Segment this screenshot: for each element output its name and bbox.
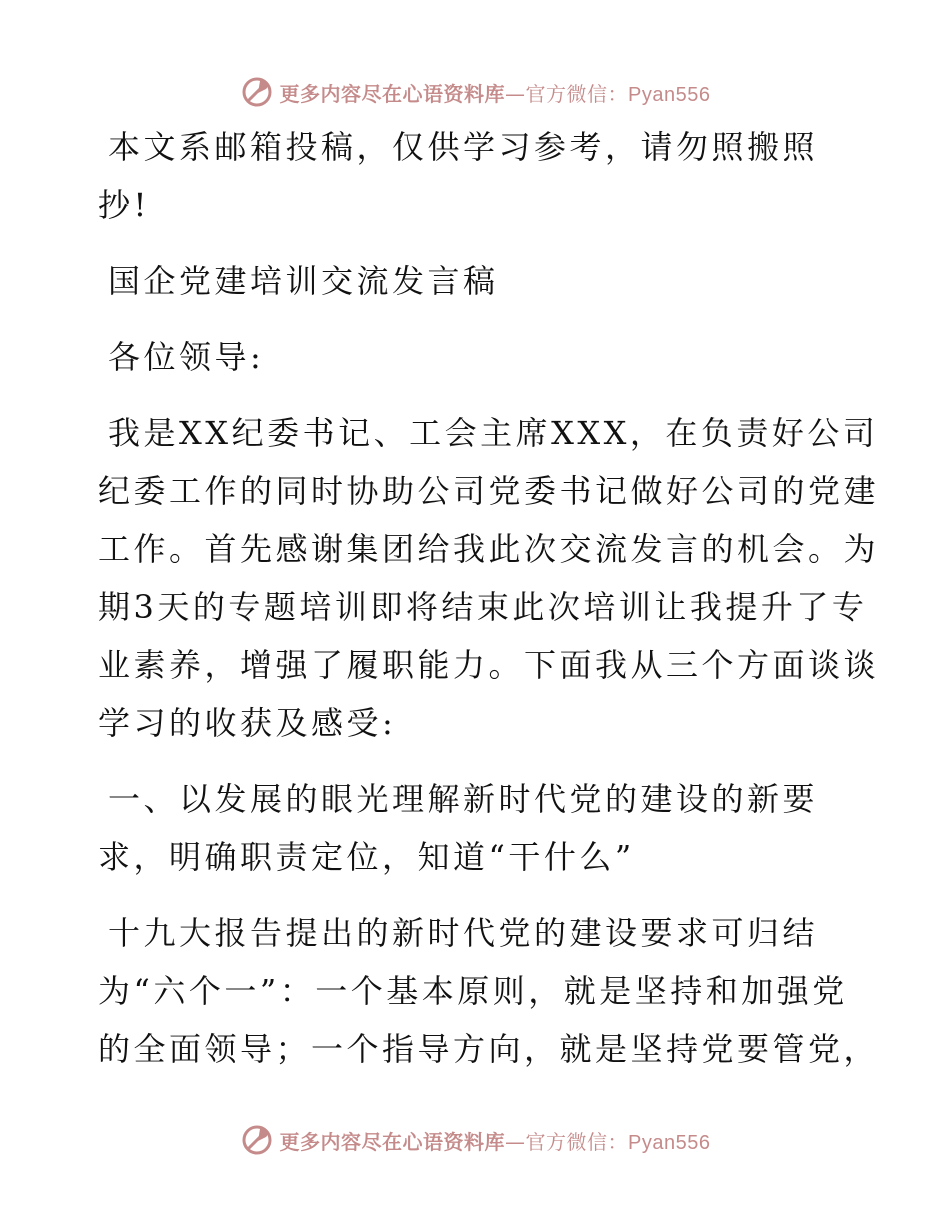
intro-line: 学习的收获及感受: <box>98 704 397 742</box>
watermark-main-text: 更多内容尽在心语资料库 <box>279 1129 506 1154</box>
intro-line: 工作。首先感谢集团给我此次交流发言的机会。为 <box>98 530 880 568</box>
title-line: 国企党建培训交流发言稿 <box>108 262 499 300</box>
salutation <box>98 328 858 386</box>
intro-line: 我是XX纪委书记、工会主席XXX，在负责好公司 <box>108 414 879 452</box>
section1-body-line: 为“六个一”：一个基本原则，就是坚持和加强党 <box>98 972 848 1010</box>
salutation-line: 各位领导: <box>108 338 265 376</box>
watermark-sub-text: 官方微信： <box>525 81 629 106</box>
document-title <box>98 252 858 310</box>
intro-paragraph <box>98 404 880 752</box>
watermark-separator: — <box>505 1129 526 1154</box>
section1-heading-line: 一、以发展的眼光理解新时代党的建设的新要 <box>108 780 819 818</box>
watermark-banner-bottom <box>0 1118 950 1162</box>
watermark-wechat-id: Pyan556 <box>628 83 711 106</box>
section1-body-line: 十九大报告提出的新时代党的建设要求可归结 <box>108 914 819 952</box>
notice-line: 本文系邮箱投稿，仅供学习参考，请勿照搬照 <box>108 128 819 166</box>
section1-body <box>98 904 880 1078</box>
section1-body-line: 的全面领导；一个指导方向，就是坚持党要管党， <box>98 1030 880 1068</box>
intro-line: 业素养，增强了履职能力。下面我从三个方面谈谈 <box>98 646 880 684</box>
document-body <box>98 118 880 1096</box>
quill-logo-icon <box>240 1123 274 1157</box>
quill-logo-icon <box>240 75 274 109</box>
watermark-banner-top <box>0 70 950 114</box>
watermark-main-text: 更多内容尽在心语资料库 <box>279 81 506 106</box>
watermark-separator: — <box>505 81 526 106</box>
section1-heading <box>98 770 858 886</box>
intro-line: 期3天的专题培训即将结束此次培训让我提升了专 <box>98 588 868 626</box>
watermark-text <box>280 78 711 107</box>
notice-line: 抄! <box>98 186 150 224</box>
watermark-wechat-id: Pyan556 <box>628 1131 711 1154</box>
notice-paragraph <box>98 118 858 234</box>
intro-line: 纪委工作的同时协助公司党委书记做好公司的党建 <box>98 472 880 510</box>
section1-heading-line: 求，明确职责定位，知道“干什么” <box>98 838 635 876</box>
watermark-text <box>280 1126 711 1155</box>
watermark-sub-text: 官方微信： <box>525 1129 629 1154</box>
